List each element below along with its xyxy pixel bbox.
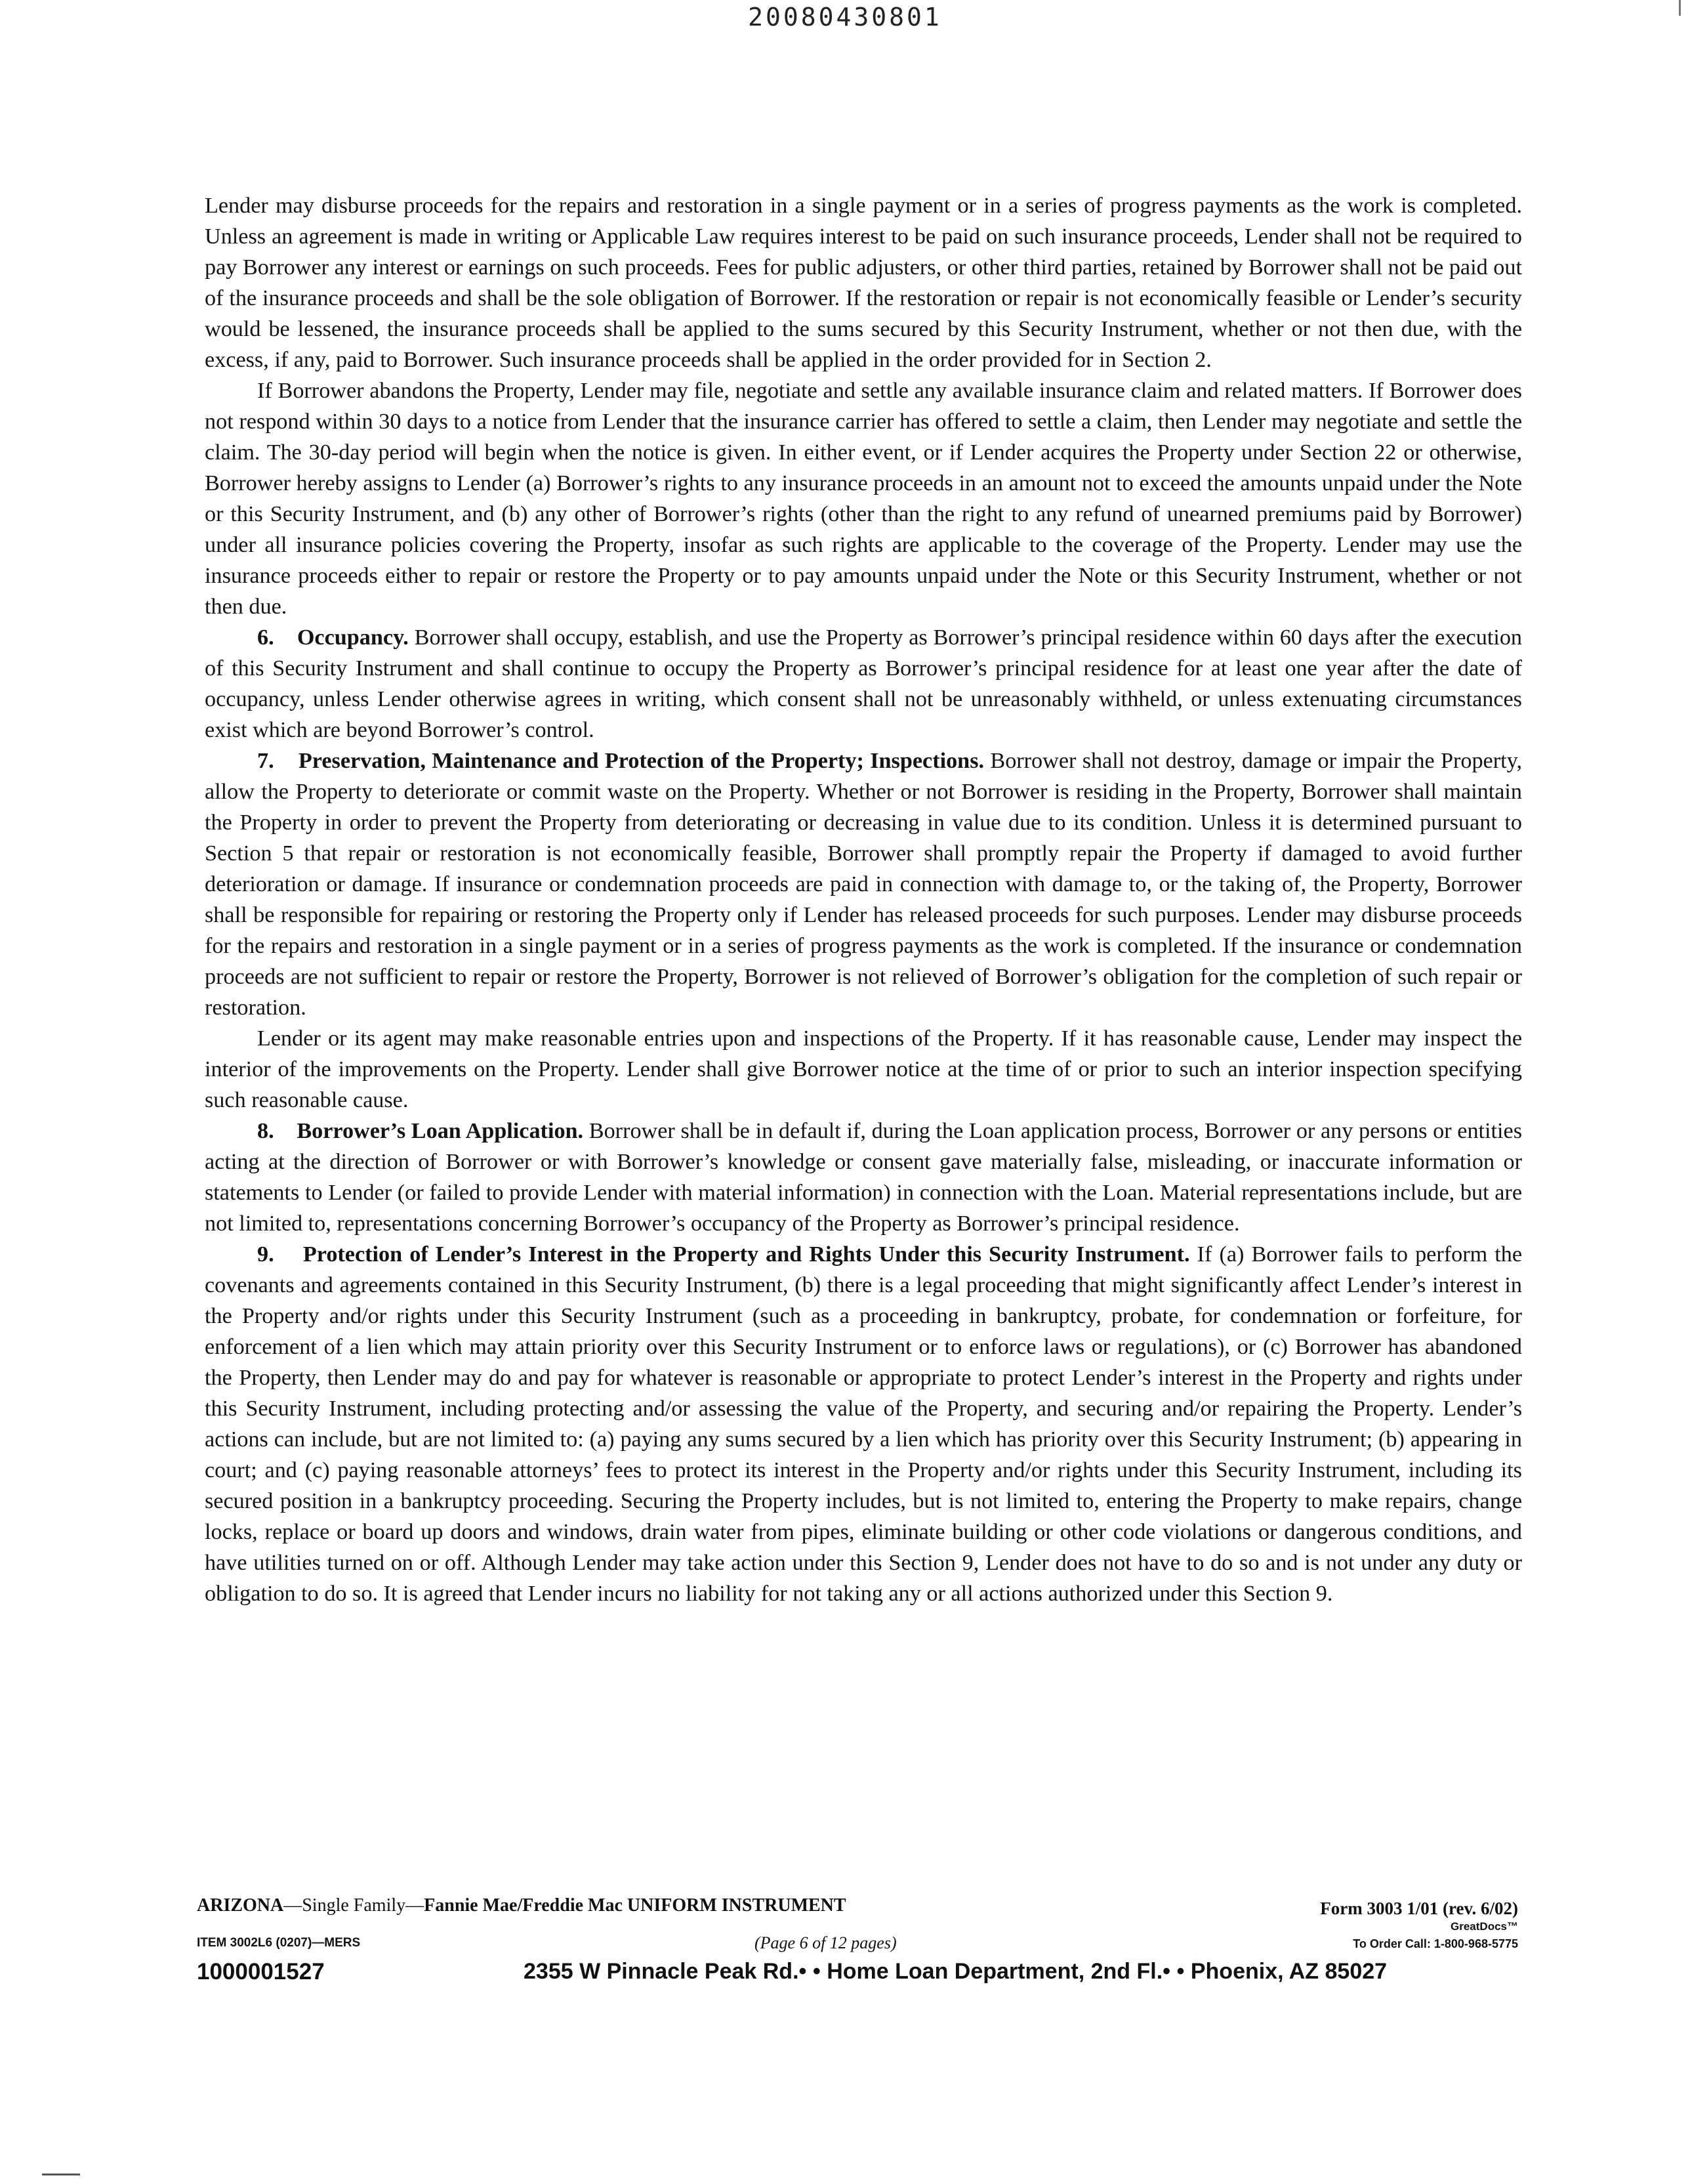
footer-page-indicator: (Page 6 of 12 pages) — [754, 1933, 897, 1952]
scan-edge-mark — [42, 2174, 80, 2175]
paragraph-insurance-disbursement: Lender may disburse proceeds for the repairs and restoration in a single payment or in a series of progress payments as the work is completed. Unless an agreement is made in writing or Applicable Law requires interest to be paid on such insurance proceeds, Lender shall not be required to pay Borrower any interest or earnings on such proceeds. Fees for public adjusters, or other third parties, retained by Borrower shall not be paid out of the insurance proceeds and shall be the sole obligation of Borrower. If the restoration or repair is not economically feasible or Lender’s security would be lessened, the insurance proceeds shall be applied to the sums secured by this Security Instrument, whether or not then due, with the excess, if any, paid to Borrower. Such insurance proceeds shall be applied in the order provided for in Section 2. — [205, 194, 1522, 372]
section-number: 8. — [257, 1119, 274, 1143]
section-heading: Preservation, Maintenance and Protection of the Property; Inspections. — [298, 749, 985, 773]
section-text: Borrower shall not destroy, damage or impair the Property, allow the Property to deteriorate or commit waste on the Property. Whether or not Borrower is residing in the Property, Borrower shall maintain the Property in order to prevent the Property from deteriorating or decreasing in value due to its condition. Unless it is determined pursuant to Section 5 that repair or restoration is not economically feasible, Borrower shall promptly repair the Property if damaged to avoid further deterioration or damage. If insurance or condemnation proceeds are paid in connection with damage to, or the taking of, the Property, Borrower shall be responsible for repairing or restoring the Property only if Lender has released proceeds for such purposes. Lender may disburse proceeds for the repairs and restoration in a single payment or in a series of progress payments as the work is completed. If the insurance or condemnation proceeds are not sufficient to repair or restore the Property, Borrower is not relieved of Borrower’s obligation for the completion of such repair or restoration. — [205, 749, 1523, 1020]
section-text: Borrower shall occupy, establish, and use the Property as Borrower’s principal residence within 60 days after the execution of this Security Instrument and shall continue to occupy the Property as Borrower’s principal residence for at least one year after the date of occupancy, unless Lender otherwise agrees in writing, which consent shall not be unreasonably withheld, or unless extenuating circumstances exist which are beyond Borrower’s control. — [205, 625, 1523, 742]
section-preservation — [205, 746, 1522, 1023]
section-number: 9. — [257, 1242, 274, 1267]
footer-vendor: GreatDocs™ — [1451, 1920, 1518, 1933]
section-heading: Borrower’s Loan Application. — [297, 1119, 584, 1143]
section-heading: Occupancy. — [297, 625, 409, 650]
section-lender-protection — [205, 1239, 1522, 1609]
footer-address: 2355 W Pinnacle Peak Rd.• • Home Loan Department, 2nd Fl.• • Phoenix, AZ 85027 — [524, 1959, 1388, 1984]
document-body — [205, 190, 1522, 1609]
footer-order-line: To Order Call: 1-800-968-5775 — [1353, 1937, 1518, 1950]
section-text: Borrower shall be in default if, during the Loan application process, Borrower or any persons or entities acting at the direction of Borrower or with Borrower’s knowledge or consent gave materially false, misleading, or inaccurate information or statements to Lender (or failed to provide Lender with material information) in connection with the Loan. Material representations include, but are not limited to, representations concerning Borrower’s occupancy of the Property as Borrower’s principal residence. — [205, 1119, 1523, 1236]
section-text: If (a) Borrower fails to perform the covenants and agreements contained in this Security Instrument, (b) there is a legal proceeding that might significantly affect Lender’s interest in the Property and/or rights under this Security Instrument (such as a proceeding in bankruptcy, probate, for condemnation or forfeiture, for enforcement of a lien which may attain priority over this Security Instrument or to enforce laws or regulations), or (c) Borrower has abandoned the Property, then Lender may do and pay for whatever is reasonable or appropriate to protect Lender’s interest in the Property and rights under this Security Instrument, including protecting and/or assessing the value of the Property, and securing and/or repairing the Property. Lender’s actions can include, but are not limited to: (a) paying any sums secured by a lien which has priority over this Security Instrument; (b) appearing in court; and (c) paying reasonable attorneys’ fees to protect its interest in the Property and/or rights under this Security Instrument, including its secured position in a bankruptcy proceeding. Securing the Property includes, but is not limited to, entering the Property to make repairs, change locks, replace or board up doors and windows, drain water from pipes, eliminate building or other code violations or dangerous conditions, and have utilities turned on or off. Although Lender may take action under this Section 9, Lender does not have to do so and is not under any duty or obligation to do so. It is agreed that Lender incurs no liability for not taking any or all actions authorized under this Section 9. — [205, 1242, 1523, 1606]
section-heading: Protection of Lender’s Interest in the Property and Rights Under this Security Instrument. — [302, 1242, 1190, 1267]
footer-state: ARIZONA — [197, 1895, 284, 1916]
paragraph-abandonment: If Borrower abandons the Property, Lender may file, negotiate and settle any available insurance claim and related matters. If Borrower does not respond within 30 days to a notice from Lender that the insurance carrier has offered to settle a claim, then Lender may negotiate and settle the claim. The 30-day period will begin when the notice is given. In either event, or if Lender acquires the Property under Section 22 or otherwise, Borrower hereby assigns to Lender (a) Borrower’s rights to any insurance proceeds in an amount not to exceed the amounts unpaid under the Note or this Security Instrument, and (b) any other of Borrower’s rights (other than the right to any refund of unearned premiums paid by Borrower) under all insurance policies covering the Property, insofar as such rights are applicable to the coverage of the Property. Lender may use the insurance proceeds either to repair or restore the Property or to pay amounts unpaid under the Note or this Security Instrument, whether or not then due. — [205, 379, 1522, 619]
footer-title-middle: —Single Family— — [283, 1895, 424, 1916]
paragraph-inspections: Lender or its agent may make reasonable entries upon and inspections of the Property. If it has reasonable cause, Lender may inspect the interior of the improvements on the Property. Lender shall give Borrower notice at the time of or prior to such an interior inspection specifying such reasonable cause. — [205, 1026, 1522, 1112]
footer-item-code: ITEM 3002L6 (0207)—MERS — [197, 1936, 361, 1950]
footer-instrument-title — [197, 1895, 1247, 1916]
footer-loan-number: 1000001527 — [197, 1959, 325, 1984]
footer-title-tail: Fannie Mae/Freddie Mac UNIFORM INSTRUMENT — [424, 1895, 846, 1916]
section-occupancy — [205, 622, 1522, 746]
section-number: 7. — [257, 749, 274, 773]
section-loan-application — [205, 1116, 1522, 1239]
section-number: 6. — [257, 625, 274, 650]
recording-number: 20080430801 — [748, 3, 942, 32]
footer-form-number: Form 3003 1/01 (rev. 6/02) — [1320, 1899, 1518, 1918]
